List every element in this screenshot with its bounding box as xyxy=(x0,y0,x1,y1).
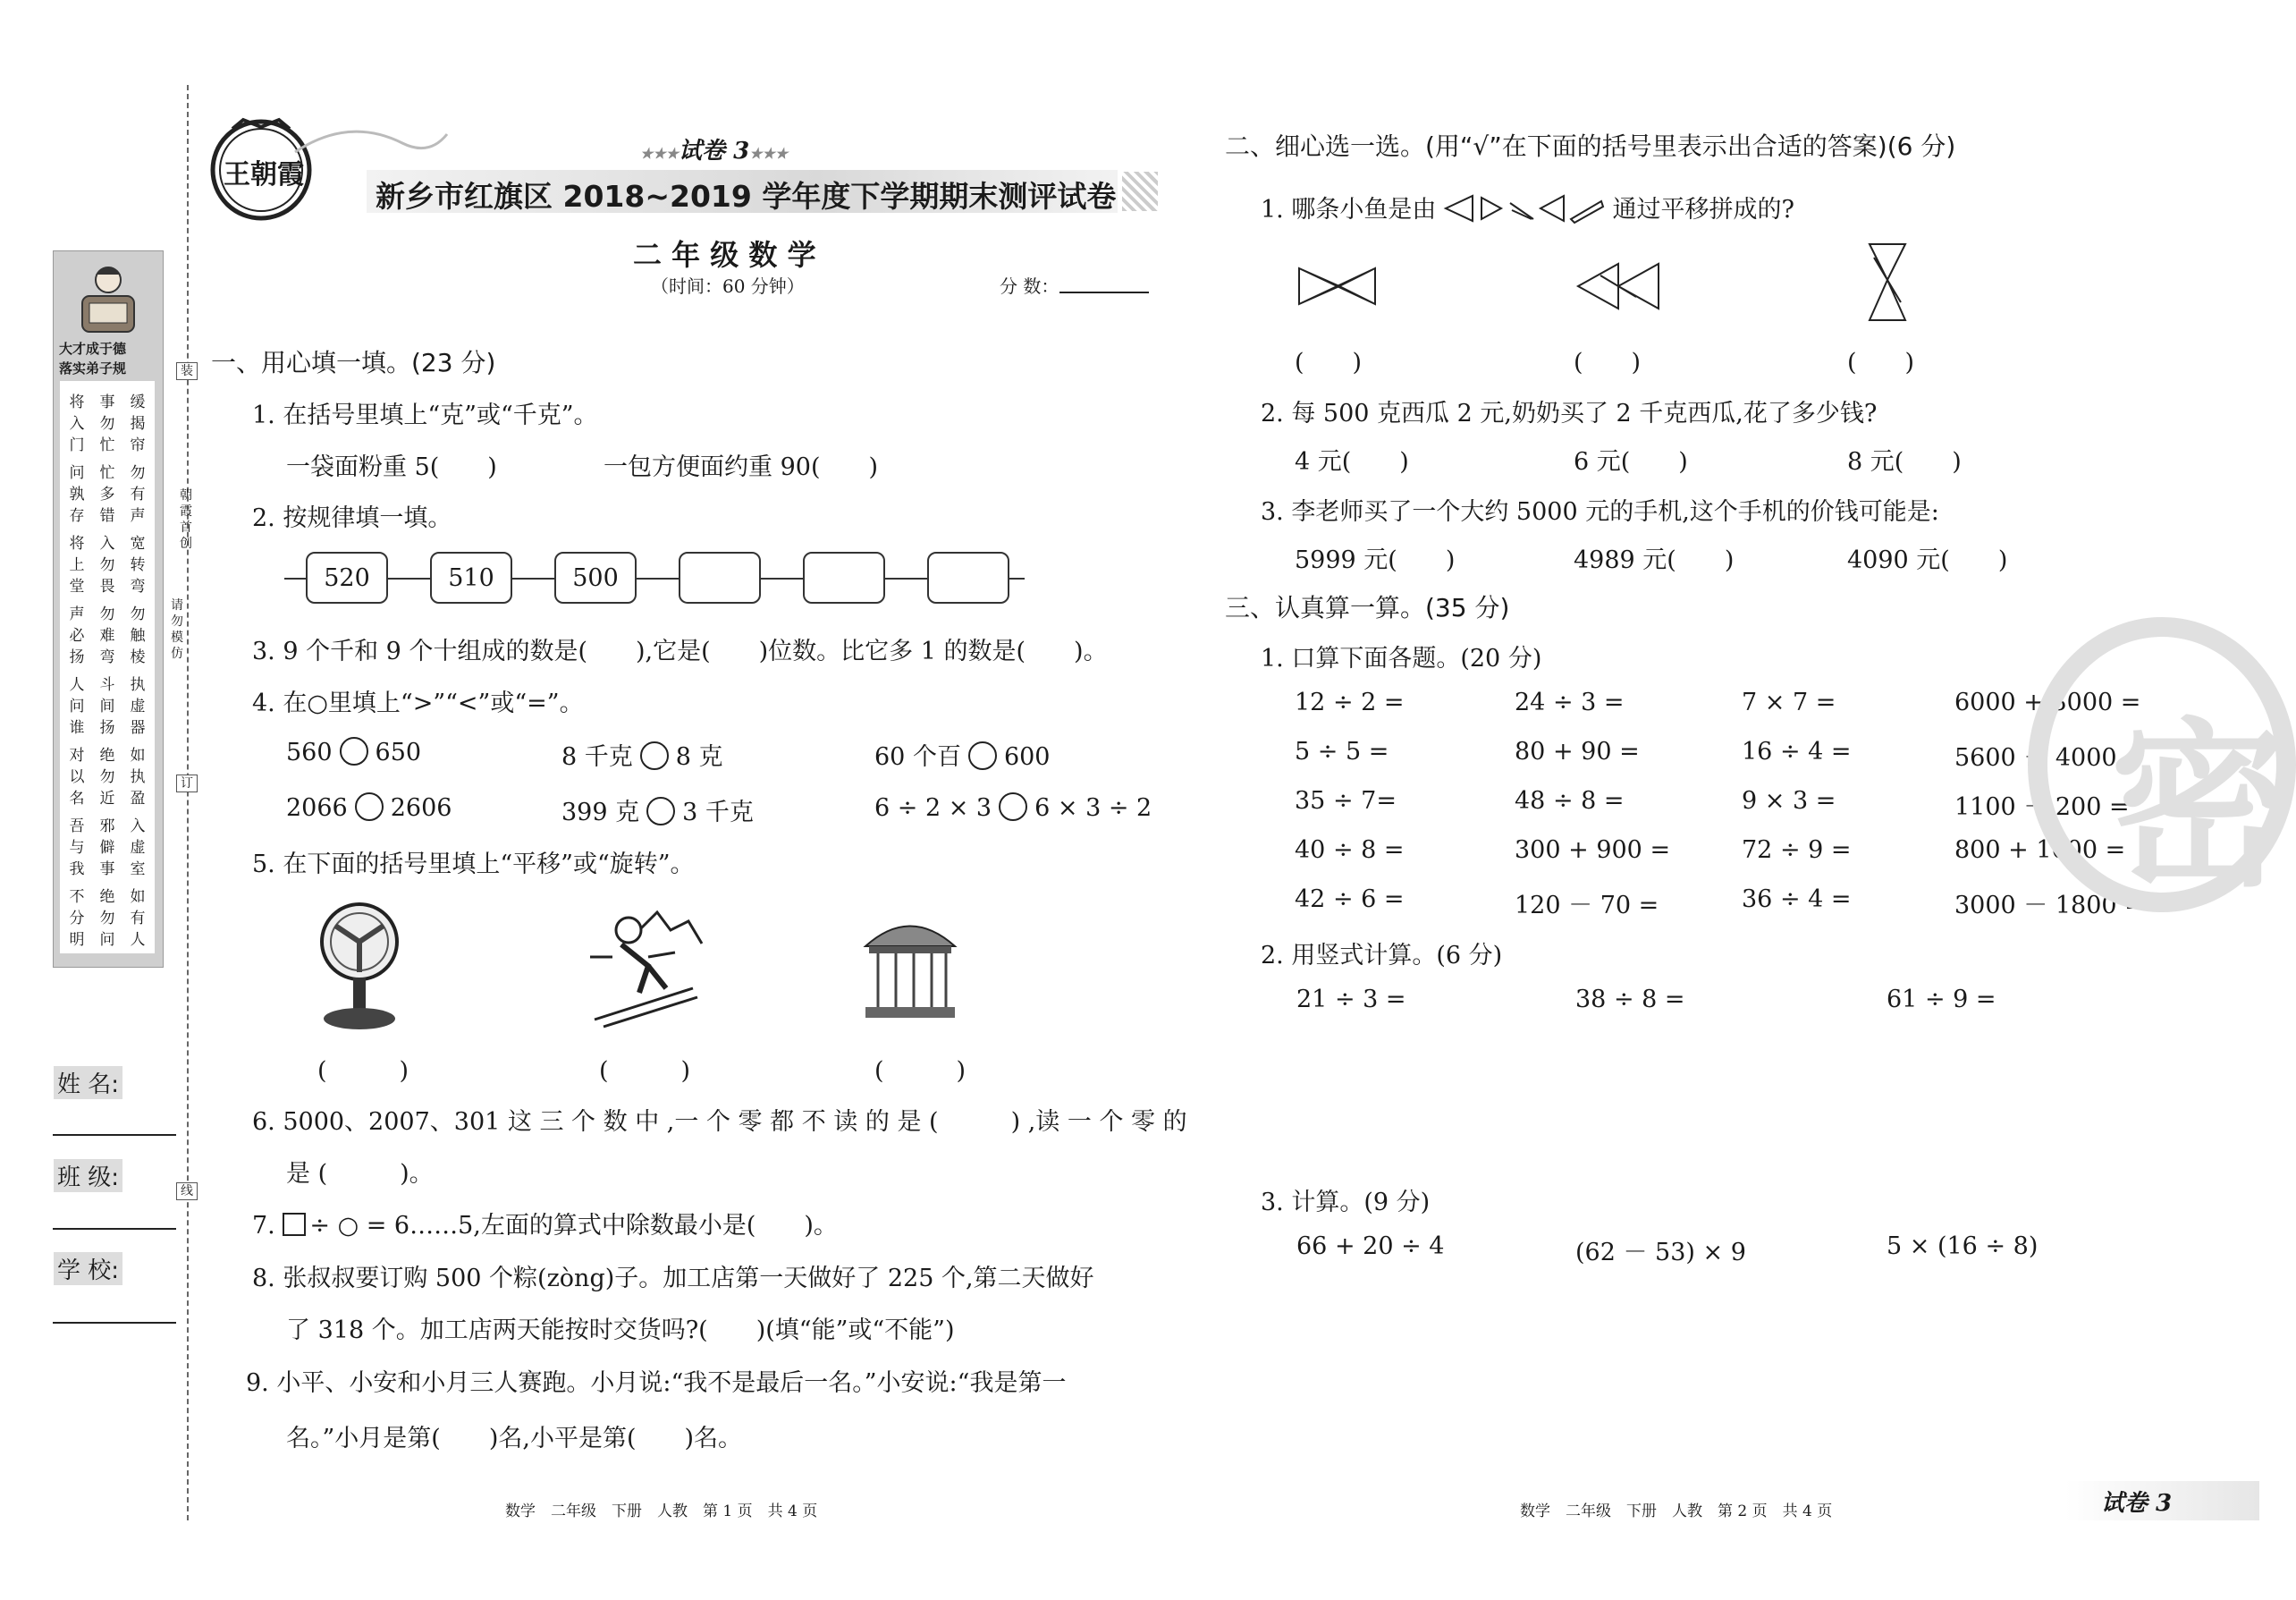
oral-calc-item: 42 ÷ 6 = xyxy=(1295,885,1405,913)
fish-option-b xyxy=(1574,259,1663,313)
oral-calc-item: 24 ÷ 3 = xyxy=(1515,689,1625,716)
q3-text: 3. 9 个千和 9 个十组成的数是( ),它是( )位数。比它多 1 的数是( )。 xyxy=(252,638,1108,665)
oral-calc-item: 72 ÷ 9 = xyxy=(1742,836,1852,864)
fish-option-a xyxy=(1295,259,1384,313)
oral-calc-item: 80 + 90 = xyxy=(1515,738,1640,766)
r3-option[interactable]: 4090 元( ) xyxy=(1847,546,2008,574)
oral-calc-item: 300 + 900 = xyxy=(1515,836,1671,864)
seq-blank-box[interactable] xyxy=(803,552,885,604)
oral-calc-item: 40 ÷ 8 = xyxy=(1295,836,1405,864)
oral-calc-item: 16 ÷ 4 = xyxy=(1742,738,1852,766)
r2-option[interactable]: 8 元( ) xyxy=(1847,448,1962,476)
title-band-pattern xyxy=(1122,172,1158,211)
ribbon-decoration xyxy=(295,116,447,170)
stamp-text: 密 xyxy=(2110,703,2290,911)
right-page-footer: 数学 二年级 下册 人教 第 2 页 共 4 页 xyxy=(1520,1503,1833,1520)
c1-text: 1. 口算下面各题。(20 分) xyxy=(1261,645,1542,673)
q1-text: 1. 在括号里填上“克”或“千克”。 xyxy=(252,402,598,429)
r2-option[interactable]: 4 元( ) xyxy=(1295,448,1409,476)
vertical-calc-item: 38 ÷ 8 = xyxy=(1575,986,1685,1013)
oral-calc-item: 9 × 3 = xyxy=(1742,787,1836,815)
motto-head-1: 大才成于德 xyxy=(59,341,127,357)
fish-answer-paren[interactable]: ( ) xyxy=(1295,349,1363,377)
school-field-line[interactable] xyxy=(53,1322,176,1324)
class-field-line[interactable] xyxy=(53,1228,176,1230)
oral-calc-item: 800 + 1000 = xyxy=(1954,836,2126,864)
fish-pieces-icons xyxy=(1444,192,1605,224)
q5-answer-paren[interactable]: ( ) xyxy=(317,1057,409,1085)
seq-blank-box[interactable] xyxy=(927,552,1009,604)
oral-calc-item: 35 ÷ 7= xyxy=(1295,787,1397,815)
compare-item: 560 650 xyxy=(286,739,422,766)
vertical-calc-item: 61 ÷ 9 = xyxy=(1887,986,1996,1013)
motto-column: 邪僻事 xyxy=(99,817,115,878)
calc-item: 66 + 20 ÷ 4 xyxy=(1296,1232,1445,1260)
name-field-line[interactable] xyxy=(53,1134,176,1136)
motto-column: 声必扬 xyxy=(69,605,85,666)
section-3-heading: 三、认真算一算。(35 分) xyxy=(1225,593,1510,622)
seq-box: 520 xyxy=(306,552,388,604)
vertical-calc-item: 21 ÷ 3 = xyxy=(1296,986,1406,1013)
motto-column: 勿触棱 xyxy=(130,605,146,666)
c3-text: 3. 计算。(9 分) xyxy=(1261,1189,1431,1216)
calc-item: 5 × (16 ÷ 8) xyxy=(1887,1232,2039,1260)
q5-text: 5. 在下面的括号里填上“平移”或“旋转”。 xyxy=(252,851,695,878)
fish-option-c xyxy=(1865,240,1910,329)
scholar-figure-illustration xyxy=(72,258,145,339)
binding-tag-ding: 订 xyxy=(176,775,198,792)
oral-calc-item: 6000 + 3000 = xyxy=(1954,689,2141,716)
r1-text: 1. 哪条小鱼是由 通过平移拼成的? xyxy=(1261,190,1794,224)
oral-calc-item: 5 ÷ 5 = xyxy=(1295,738,1389,766)
motto-column: 事勿忙 xyxy=(99,394,115,454)
carousel-illustration xyxy=(857,910,964,1027)
fish-answer-paren[interactable]: ( ) xyxy=(1574,349,1642,377)
seq-box: 500 xyxy=(554,552,637,604)
subject-title: 二 年 级 数 学 xyxy=(633,238,816,272)
motto-column: 吾与我 xyxy=(69,817,85,878)
motto-column: 勿难弯 xyxy=(99,605,115,666)
r2-option[interactable]: 6 元( ) xyxy=(1574,448,1688,476)
school-field-label: 学 校: xyxy=(54,1252,122,1285)
q9-text-line2: 名。”小月是第( )名,小平是第( )名。 xyxy=(286,1425,743,1452)
q1a-text: 一袋面粉重 5( ) xyxy=(286,453,497,481)
oral-calc-item: 120 － 70 = xyxy=(1515,892,1659,919)
q1b-text: 一包方便面约重 90( ) xyxy=(604,453,879,481)
motto-columns xyxy=(60,381,155,953)
r3-text: 3. 李老师买了一个大约 5000 元的手机,这个手机的价钱可能是: xyxy=(1261,498,1939,526)
motto-column: 绝勿问 xyxy=(99,888,115,949)
compare-item: 6 ÷ 2 × 3 6 × 3 ÷ 2 xyxy=(874,794,1152,822)
binding-tag-xian: 线 xyxy=(176,1182,198,1200)
oral-calc-item: 3000 － 1800 = xyxy=(1954,892,2145,919)
q5-answer-paren[interactable]: ( ) xyxy=(599,1057,691,1085)
motto-column: 斗间扬 xyxy=(99,676,115,737)
electric-fan-illustration xyxy=(317,899,402,1033)
q8-text-line2: 了 318 个。加工店两天能按时交货吗?( )(填“能”或“不能”) xyxy=(286,1316,955,1344)
compare-circle[interactable] xyxy=(999,792,1027,821)
oral-calc-item: 7 × 7 = xyxy=(1742,689,1836,716)
motto-head-2: 落实弟子规 xyxy=(59,360,127,377)
motto-column: 将入门 xyxy=(69,394,85,454)
motto-column: 忙多错 xyxy=(99,464,115,525)
corner-series-label: 试卷 3 xyxy=(2101,1490,2173,1517)
binding-tag-2: 请勿模仿 xyxy=(171,598,183,661)
left-page-footer: 数学 二年级 下册 人教 第 1 页 共 4 页 xyxy=(505,1503,818,1520)
name-field-label: 姓 名: xyxy=(54,1066,122,1099)
motto-column: 人问谁 xyxy=(69,676,85,737)
compare-item: 8 千克 8 克 xyxy=(561,743,723,771)
q9-text-line1: 9. 小平、小安和小月三人赛跑。小月说:“我不是最后一名。”小安说:“我是第一 xyxy=(246,1369,1067,1397)
compare-item: 60 个百 600 xyxy=(874,743,1051,771)
q7-text: 7. ÷ ○ = 6……5,左面的算式中除数最小是( )。 xyxy=(252,1212,838,1240)
seq-blank-box[interactable] xyxy=(679,552,761,604)
compare-circle[interactable] xyxy=(340,737,368,766)
motto-column: 绝勿近 xyxy=(99,747,115,808)
oral-calc-item: 12 ÷ 2 = xyxy=(1295,689,1405,716)
c2-text: 2. 用竖式计算。(6 分) xyxy=(1261,942,1503,969)
exam-title: 新乡市红旗区 2018~2019 学年度下学期期末测评试卷 xyxy=(376,179,1117,214)
oral-calc-item: 5600 － 4000 = xyxy=(1954,744,2145,772)
motto-column: 如执盈 xyxy=(130,747,146,808)
binding-dashed-line xyxy=(187,85,189,1520)
oral-calc-item: 48 ÷ 8 = xyxy=(1515,787,1625,815)
motto-column: 问孰存 xyxy=(69,464,85,525)
section-1-heading: 一、用心填一填。(23 分) xyxy=(211,348,496,377)
motto-column: 入虚室 xyxy=(130,817,146,878)
class-field-label: 班 级: xyxy=(54,1159,122,1192)
q2-text: 2. 按规律填一填。 xyxy=(252,504,452,532)
compare-item: 399 克 3 千克 xyxy=(561,799,754,826)
q8-text-line1: 8. 张叔叔要订购 500 个粽(zòng)子。加工店第一天做好了 225 个,第二天做好 xyxy=(252,1265,1094,1292)
logo-text: 王朝霞 xyxy=(224,159,304,190)
square-symbol xyxy=(283,1213,306,1236)
r3-option[interactable]: 5999 元( ) xyxy=(1295,546,1456,574)
oral-calc-item: 1100 － 200 = xyxy=(1954,793,2130,821)
motto-panel xyxy=(53,250,164,968)
motto-column: 不分明 xyxy=(69,888,85,949)
compare-item: 2066 2606 xyxy=(286,794,452,822)
q5-answer-paren[interactable]: ( ) xyxy=(874,1057,967,1085)
motto-column: 将上堂 xyxy=(69,535,85,596)
compare-circle[interactable] xyxy=(646,797,675,825)
binding-tag-1: 朝霞首创 xyxy=(180,488,192,551)
calc-item: (62 － 53) × 9 xyxy=(1575,1239,1746,1266)
score-line[interactable] xyxy=(1059,292,1149,293)
section-2-heading: 二、细心选一选。(用“√”在下面的括号里表示出合适的答案)(6 分) xyxy=(1225,131,1956,161)
motto-column: 执虚器 xyxy=(130,676,146,737)
sequence-line xyxy=(284,578,1025,580)
q6-text-line2: 是 ( )。 xyxy=(286,1160,434,1188)
q6-text-line1: 6. 5000、2007、301 这 三 个 数 中 ,一 个 零 都 不 读 的 是 ( ) ,读 一 个 零 的 xyxy=(252,1108,1187,1136)
confidential-stamp xyxy=(2028,617,2296,912)
motto-column: 如有人 xyxy=(130,888,146,949)
motto-column: 宽转弯 xyxy=(130,535,146,596)
motto-column: 对以名 xyxy=(69,747,85,808)
binding-tag-zhuang: 装 xyxy=(176,362,198,380)
motto-column: 缓揭帘 xyxy=(130,394,146,454)
skier-illustration xyxy=(586,903,702,1029)
motto-column: 入勿畏 xyxy=(99,535,115,596)
q4-text: 4. 在○里填上“>”“<”或“=”。 xyxy=(252,690,584,717)
compare-circle[interactable] xyxy=(640,741,669,770)
seq-box: 510 xyxy=(430,552,512,604)
oral-calc-item: 36 ÷ 4 = xyxy=(1742,885,1852,913)
score-label: 分 数： xyxy=(1000,275,1059,297)
series-label: ★★★试卷 3★★★ xyxy=(640,138,789,165)
compare-circle[interactable] xyxy=(355,792,384,821)
r3-option[interactable]: 4989 元( ) xyxy=(1574,546,1735,574)
compare-circle[interactable] xyxy=(968,741,997,770)
fish-answer-paren[interactable]: ( ) xyxy=(1847,349,1915,377)
time-limit: （时间：60 分钟） xyxy=(651,275,805,297)
r2-text: 2. 每 500 克西瓜 2 元,奶奶买了 2 千克西瓜,花了多少钱? xyxy=(1261,400,1878,428)
motto-column: 勿有声 xyxy=(130,464,146,525)
